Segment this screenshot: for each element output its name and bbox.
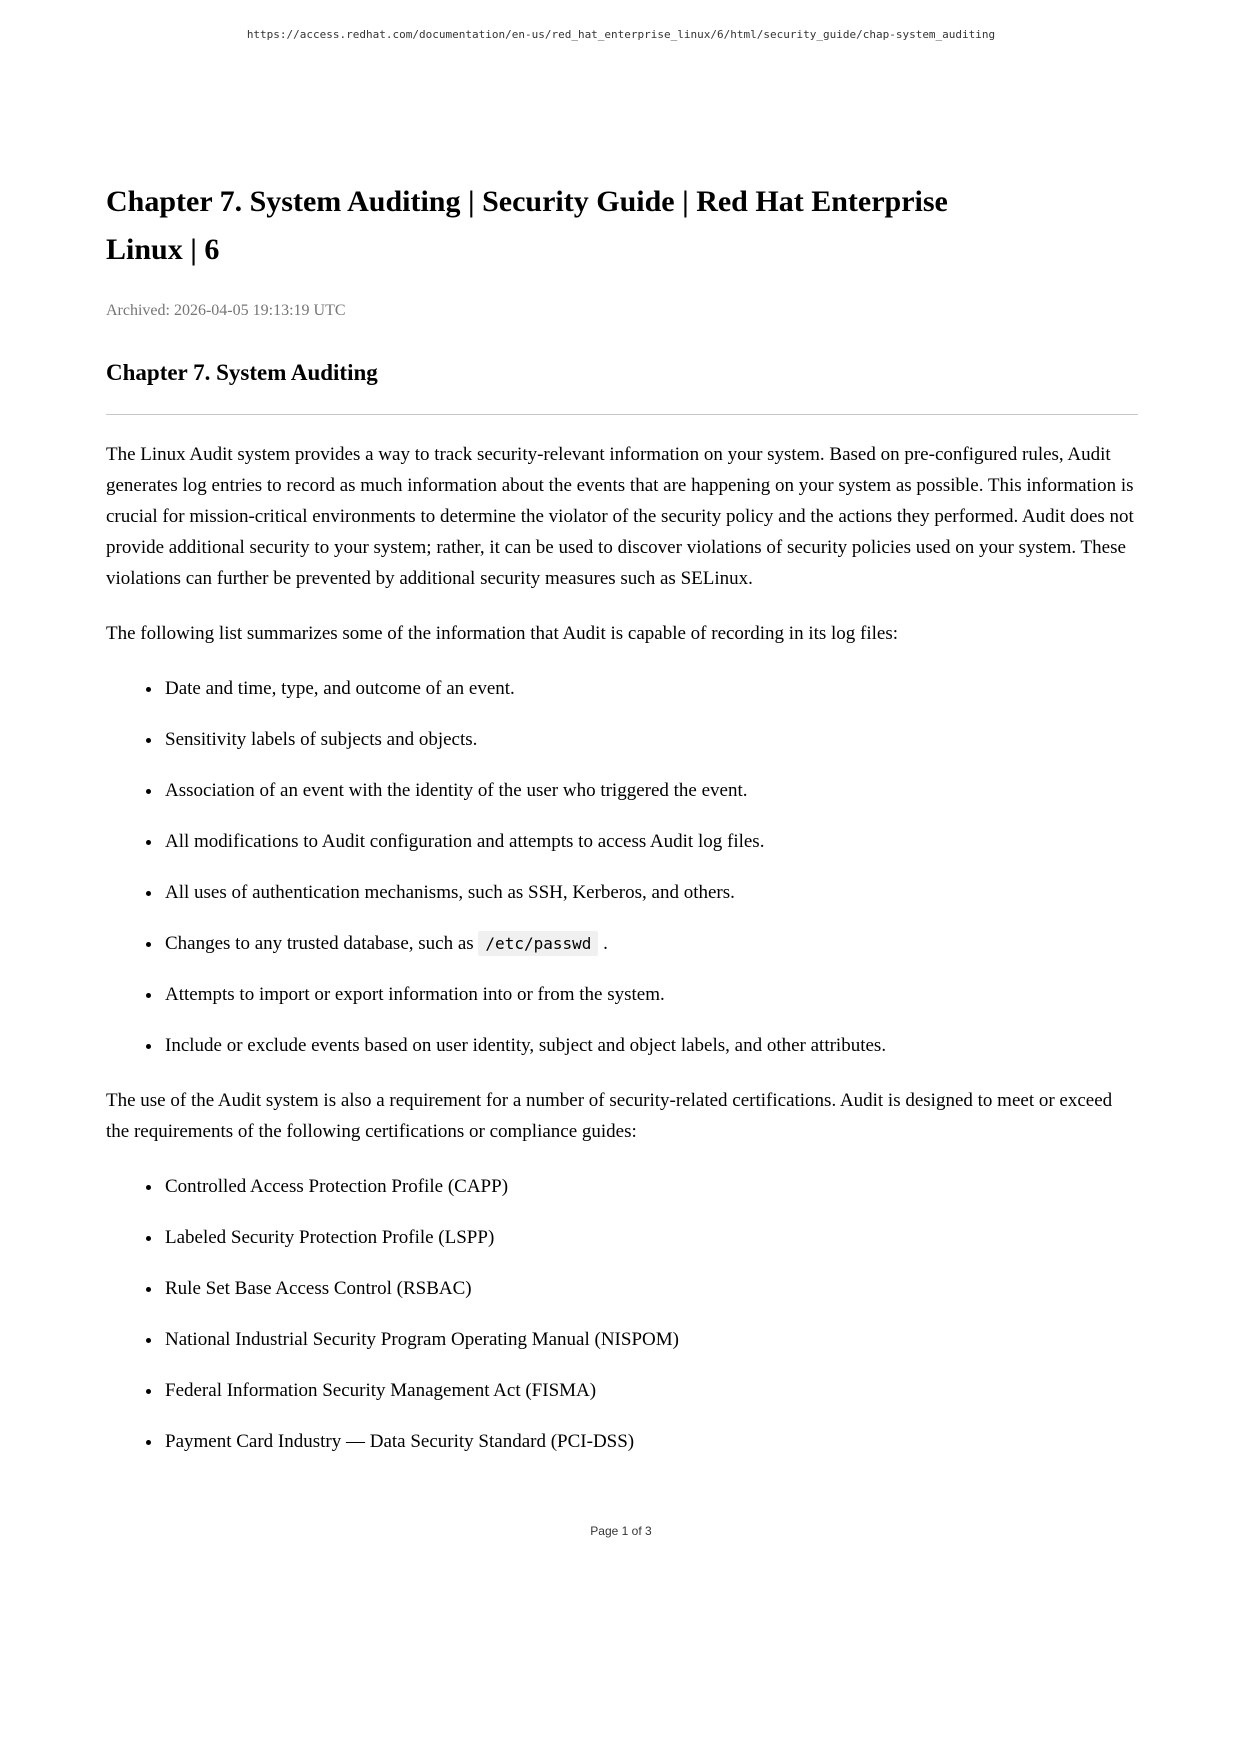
intro-paragraph: The Linux Audit system provides a way to track security-relevant information on your system. Based on pre-configured rules, Audit generates log entries to record as much information about the events that are happening on your system as possible. This information is crucial for mission-critical environments to determine the violator of the security policy and the actions they performed. Audit does not provide additional security to your system; rather, it can be used to discover violations of security policies used on your system. These violations can further be prevented by additional security measures such as SELinux.: [106, 444, 1134, 589]
page-number: Page 1 of 3: [590, 1524, 652, 1538]
document-content: [106, 0, 1138, 1477]
certifications-intro: The use of the Audit system is also a requirement for a number of security-related certifications. Audit is designed to meet or exceed the requirements of the following certifications or compliance guides:: [106, 1090, 1113, 1142]
list-item: • Rule Set Base Access Control (RSBAC): [163, 1273, 1138, 1304]
list-item: • Payment Card Industry — Data Security Standard (PCI-DSS): [163, 1426, 1138, 1457]
list-item: • Labeled Security Protection Profile (LSPP): [163, 1222, 1138, 1253]
list-item: • All uses of authentication mechanisms, such as SSH, Kerberos, and others.: [163, 877, 1138, 908]
recording-list-intro: The following list summarizes some of the information that Audit is capable of recording in its log files:: [106, 623, 899, 644]
source-url: https://access.redhat.com/documentation/en-us/red_hat_enterprise_linux/6/html/security_guide/chap-system_auditing: [246, 28, 996, 41]
list-item: • National Industrial Security Program Operating Manual (NISPOM): [163, 1324, 1138, 1355]
list-item: • All modifications to Audit configuration and attempts to access Audit log files.: [163, 826, 1138, 857]
section-divider: [106, 414, 1138, 415]
list-item: • Include or exclude events based on user identity, subject and object labels, and other attributes.: [163, 1030, 1138, 1061]
list-item-text: .: [603, 933, 608, 954]
list-item: • Association of an event with the identity of the user who triggered the event.: [163, 775, 1138, 806]
list-item-text: Changes to any trusted database, such as: [165, 933, 474, 954]
list-item: • Federal Information Security Management Act (FISMA): [163, 1375, 1138, 1406]
list-item: • Attempts to import or export information into or from the system.: [163, 979, 1138, 1010]
list-item: • Sensitivity labels of subjects and objects.: [163, 724, 1138, 755]
recording-list: [106, 673, 1138, 1061]
list-item: • Controlled Access Protection Profile (CAPP): [163, 1171, 1138, 1202]
list-item: [163, 928, 1138, 959]
list-item: • Date and time, type, and outcome of an event.: [163, 673, 1138, 704]
chapter-heading: Chapter 7. System Auditing: [106, 360, 378, 385]
inline-code-etc-passwd: /etc/passwd: [478, 931, 598, 956]
document-title: Chapter 7. System Auditing | Security Guide | Red Hat Enterprise Linux | 6: [106, 185, 948, 266]
archived-timestamp: Archived: 2026-04-05 19:13:19 UTC: [106, 302, 346, 319]
certifications-list: [106, 1171, 1138, 1457]
